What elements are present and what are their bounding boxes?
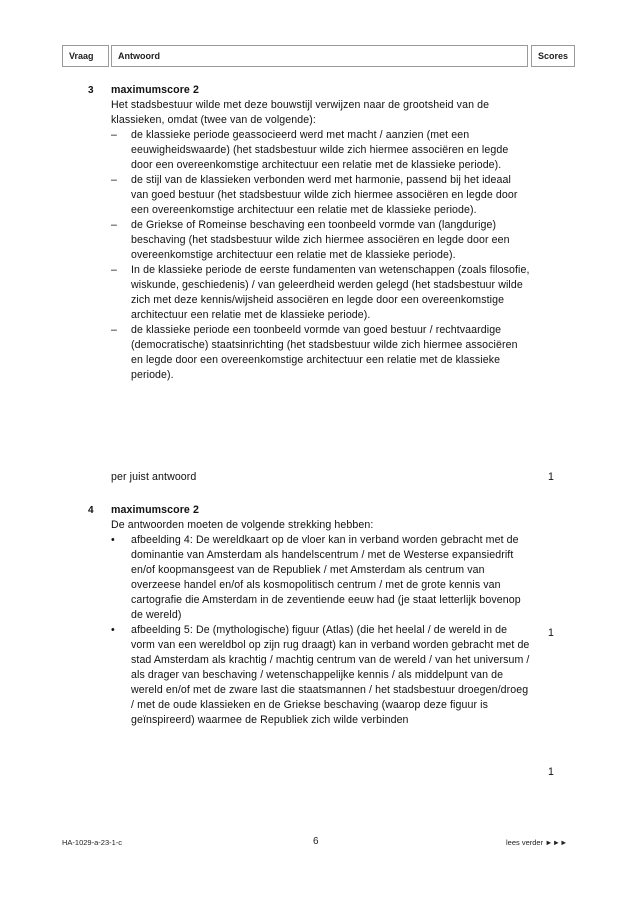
question-3-per-answer: per juist antwoord <box>111 471 197 483</box>
dash-mark: – <box>111 129 117 141</box>
dash-mark: – <box>111 174 117 186</box>
footer-code: HA-1029-a-23-1-c <box>62 838 123 847</box>
header-vraag: Vraag <box>62 45 109 67</box>
list-item-text: de klassieke periode geassocieerd werd met macht / aanzien (met een eeuwigheidswaarde) (het stadsbestuur wilde zich hiermee associëren en legde door een overeenkomstige architectuur een relatie met de klassieke periode). <box>131 129 509 171</box>
dash-mark: – <box>111 219 117 231</box>
list-item <box>111 263 531 323</box>
footer-next: lees verder ►►► <box>506 838 568 847</box>
list-item-text: afbeelding 4: De wereldkaart op de vloer kan in verband worden gebracht met de dominantie van Amsterdam als handelscentrum / met de Westerse expansiedrift en/of koopmansgeest van de Republiek / met Amsterdam als centrum van overzeese handel en/of als kosmopolitisch centrum / met de grote kennis van cartografie die Amsterdam in de zeventiende eeuw had (je staat letterlijk bovenop de wereld) <box>131 534 521 621</box>
question-4-body <box>111 503 531 728</box>
question-3-intro: Het stadsbestuur wilde met deze bouwstijl verwijzen naar de grootsheid van de klassieken, omdat (twee van de volgende): <box>111 99 490 126</box>
question-4-score-1: 1 <box>548 627 554 639</box>
bullet-mark: • <box>111 534 115 546</box>
question-4-number: 4 <box>88 505 94 516</box>
dash-mark: – <box>111 324 117 336</box>
page-number: 6 <box>313 836 319 847</box>
list-item-text: In de klassieke periode de eerste fundamenten van wetenschappen (zoals filosofie, wiskunde, geschiedenis) / van geleerdheid werden gelegd (het stadsbestuur wilde zich met deze kennis/wijsheid associëren en legde door een overeenkomstige architectuur een relatie met de klassieke periode). <box>131 264 530 321</box>
list-item-text: afbeelding 5: De (mythologische) figuur (Atlas) (die het heelal / de wereld in de vorm van een wereldbol op zijn rug draagt) kan in verband worden gebracht met de stad Amsterdam als krachtig / machtig centrum van de wereld / van het universum / als drager van beschaving / wetenschappelijke kennis / als middelpunt van de wereld en/of met de zware last die staatsmannen / het stadsbestuur droegen/droeg / met de oude klassieken en de Griekse beschaving (waarop deze figuur is geïnspireerd) waarmee de Republiek zich wilde verbinden <box>131 624 530 726</box>
list-item <box>111 623 531 728</box>
question-4-title: maximumscore 2 <box>111 504 199 516</box>
question-3-number: 3 <box>88 85 94 96</box>
list-item-text: de klassieke periode een toonbeeld vormde van goed bestuur / rechtvaardige (democratische) staatsinrichting (het stadsbestuur wilde zich hiermee associëren en legde door een overeenkomstige architectuur een relatie met de klassieke periode). <box>131 324 518 381</box>
list-item-text: de stijl van de klassieken verbonden werd met harmonie, passend bij het ideaal van goed bestuur (het stadsbestuur wilde zich hiermee associëren en legde door een overeenkomstige architectuur een relatie met de klassieke periode). <box>131 174 518 216</box>
question-3-body <box>111 83 531 383</box>
header-antwoord: Antwoord <box>111 45 528 67</box>
bullet-mark: • <box>111 624 115 636</box>
list-item <box>111 218 531 263</box>
question-4-intro: De antwoorden moeten de volgende strekking hebben: <box>111 519 374 531</box>
dash-mark: – <box>111 264 117 276</box>
list-item <box>111 323 531 383</box>
list-item <box>111 533 531 623</box>
question-3-score: 1 <box>548 471 554 483</box>
question-3-title: maximumscore 2 <box>111 84 199 96</box>
list-item <box>111 128 531 173</box>
list-item <box>111 173 531 218</box>
question-4-score-2: 1 <box>548 766 554 778</box>
header-scores: Scores <box>531 45 575 67</box>
list-item-text: de Griekse of Romeinse beschaving een toonbeeld vormde van (langdurige) beschaving (het stadsbestuur wilde zich hiermee associëren en legde door een overeenkomstige architectuur een relatie met de klassieke periode). <box>131 219 510 261</box>
